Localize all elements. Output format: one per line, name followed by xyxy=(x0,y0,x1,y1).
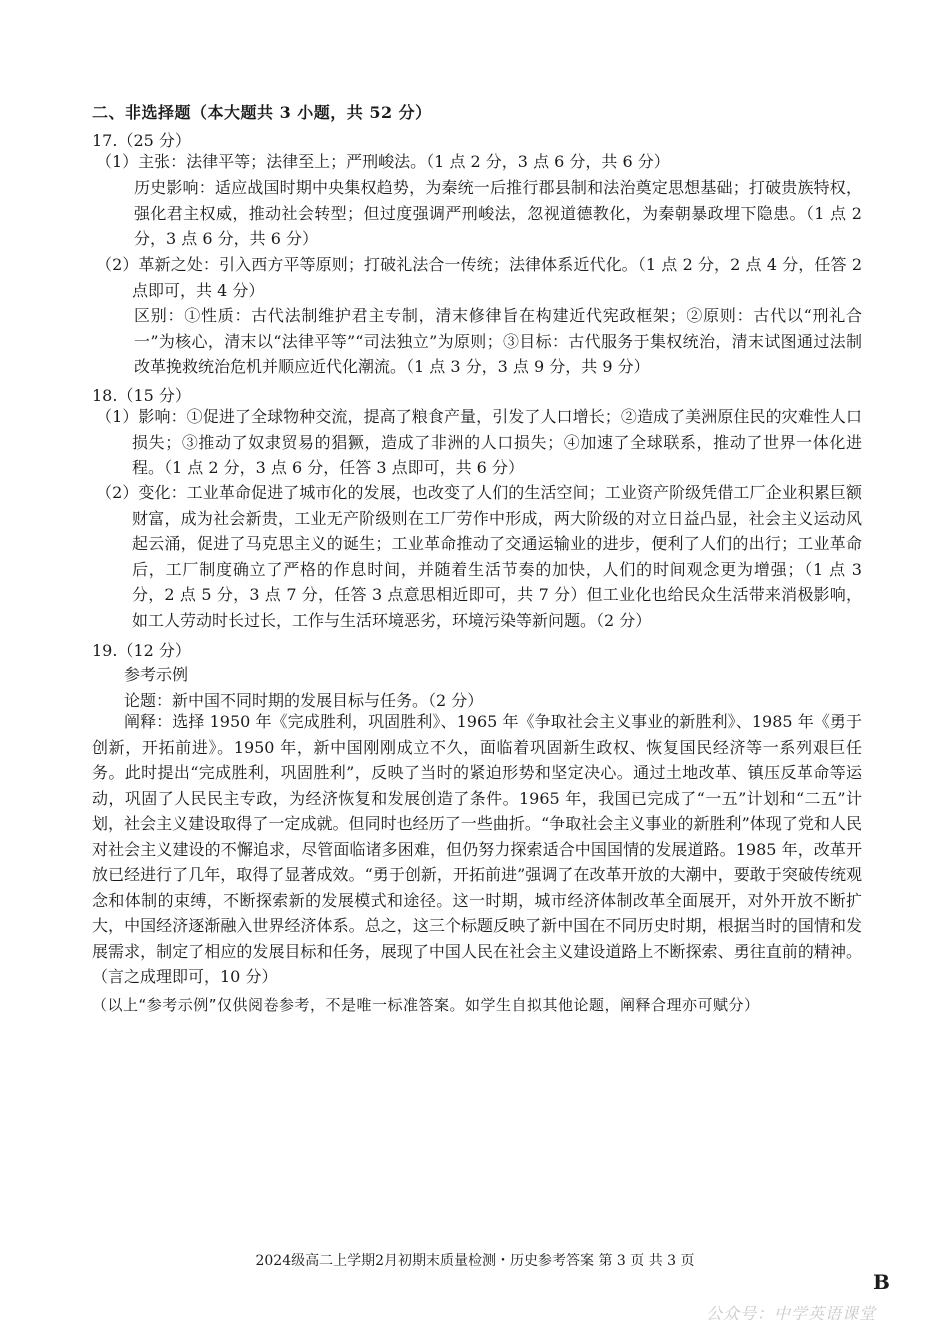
section-title: 二、非选择题（本大题共 3 小题，共 52 分） xyxy=(92,103,432,122)
question-18-number: 18.（15 分） xyxy=(92,386,191,405)
q19-reference-label: 参考示例 xyxy=(124,665,189,684)
page-footer: 2024级高二上学期2月初期末质量检测・历史参考答案 第 3 页 共 3 页 xyxy=(255,1253,695,1269)
question-17-number: 17.（25 分） xyxy=(92,131,191,150)
q17-part1-impact: 历史影响：适应战国时期中央集权趋势，为秦统一后推行郡县制和法治奠定思想基础；打破贵族特权，强化君主权威，推动社会转型；但过度强调严刑峻法，忽视道德教化，为秦朝暴政埋下隐患。（1 点 2 分，3 点 6 分，共 6 分） xyxy=(134,178,862,248)
q17-part2-difference: 区别：①性质：古代法制维护君主专制，清末修律旨在构建近代宪政框架；②原则：古代以“刑礼合一”为核心，清末以“法律平等”“司法独立”为原则；③目标：古代服务于集权统治，清末试图通过法制改革挽救统治危机并顺应近代化潮流。（1 点 3 分，3 点 9 分，共 9 分） xyxy=(134,306,862,376)
q19-explanation: 阐释：选择 1950 年《完成胜利，巩固胜利》、1965 年《争取社会主义事业的新胜利》、1985 年《勇于创新，开拓前进》。1950 年，新中国刚刚成立不久，面临着巩固新生政权、恢复国民经济等一系列艰巨任务。此时提出“完成胜利，巩固胜利”，反映了当时的紧迫形势和坚定决心。通过土地改革、镇压反革命等运动，巩固了人民民主专政，为经济恢复和发展创造了条件。1965 年，我国已完成了“一五”计划和“二五”计划，社会主义建设取得了一定成就。但同时也经历了一些曲折。“争取社会主义事业的新胜利”体现了党和人民对社会主义建设的不懈追求，尽管面临诸多困难，但仍努力探索适合中国国情的发展道路。1985 年，改革开放已经进行了几年，取得了显著成效。“勇于创新，开拓前进”强调了在改革开放的大潮中，要敢于突破传统观念和体制的束缚，不断探索新的发展模式和途径。这一时期，城市经济体制改革全面展开，对外开放不断扩大，中国经济逐渐融入世界经济体系。总之，这三个标题反映了新中国在不同历史时期，根据当时的国情和发展需求，制定了相应的发展目标和任务，展现了中国人民在社会主义建设道路上不断探索、勇往直前的精神。（言之成理即可，10 分） xyxy=(92,712,862,986)
q17-part1-answer: （1）主张：法律平等；法律至上；严刑峻法。（1 点 2 分，3 点 6 分，共 6 分） xyxy=(96,152,670,171)
watermark-text: 公众号：中学英语课堂 xyxy=(706,1304,877,1323)
q18-part2-answer: （2）变化：工业革命促进了城市化的发展，也改变了人们的生活空间；工业资产阶级凭借工厂企业积累巨额财富，成为社会新贵，工业无产阶级则在工厂劳作中形成，两大阶级的对立日益凸显，社会主义运动风起云涌，促进了马克思主义的诞生；工业革命推动了交通运输业的进步，便利了人们的出行；工业革命后，工厂制度确立了严格的作息时间，并随着生活节奏的加快，人们的时间观念更为增强；（1 点 3 分，2 点 5 分，3 点 7 分，任答 3 点意思相近即可，共 7 分）但工业化也给民众生活带来消极影响，如工人劳动时长过长，工作与生活环境恶劣，环境污染等新问题。（2 分） xyxy=(96,483,862,630)
q18-part1-answer: （1）影响：①促进了全球物种交流，提高了粮食产量，引发了人口增长；②造成了美洲原住民的灾难性人口损失；③推动了奴隶贸易的猖獗，造成了非洲的人口损失；④加速了全球联系，推动了世界一体化进程。（1 点 2 分，3 点 6 分，任答 3 点即可，共 6 分） xyxy=(96,407,862,477)
question-19-number: 19.（12 分） xyxy=(92,641,191,660)
grading-note: （以上“参考示例”仅供阅卷参考，不是唯一标准答案。如学生自拟其他论题，阐释合理亦可赋分） xyxy=(92,996,760,1014)
paper-version-label: B xyxy=(873,1270,890,1294)
q19-topic: 论题：新中国不同时期的发展目标与任务。（2 分） xyxy=(124,691,484,710)
q17-part2-answer: （2）革新之处：引入西方平等原则；打破礼法合一传统；法律体系近代化。（1 点 2 分，2 点 4 分，任答 2 点即可，共 4 分） xyxy=(96,255,862,300)
